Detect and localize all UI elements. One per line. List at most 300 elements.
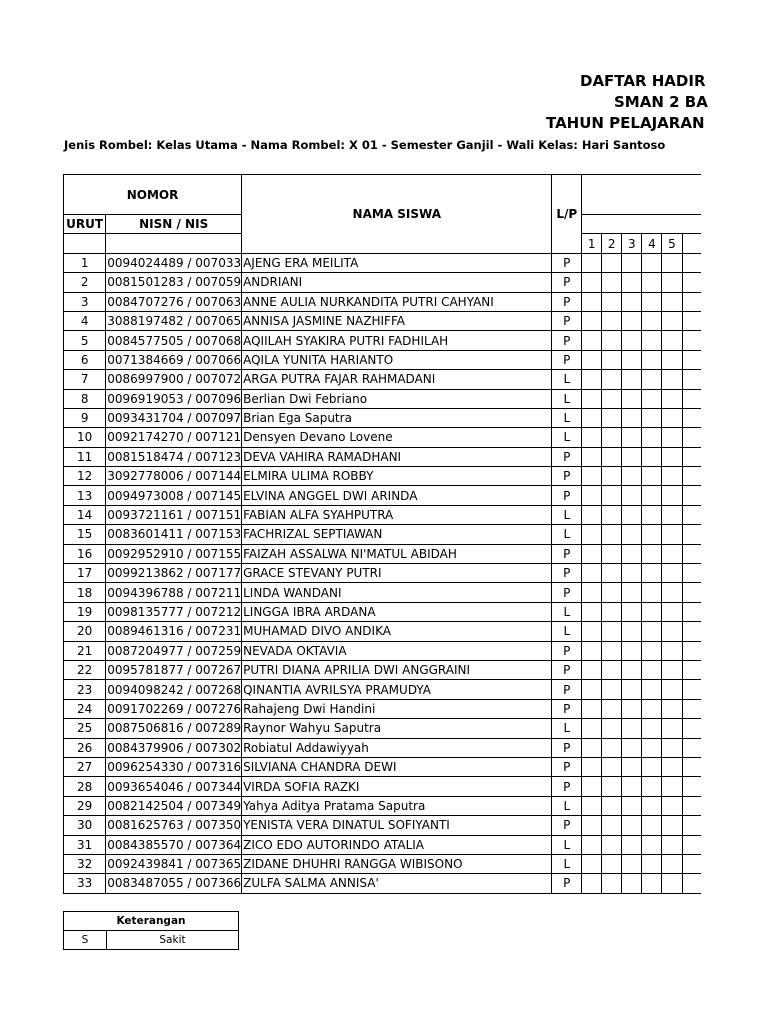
student-gender: P xyxy=(552,680,582,699)
attendance-cell[interactable] xyxy=(602,602,622,621)
attendance-cell[interactable] xyxy=(582,854,602,873)
attendance-cell[interactable] xyxy=(662,292,682,311)
attendance-cell[interactable] xyxy=(582,757,602,776)
student-gender: P xyxy=(552,757,582,776)
attendance-cell[interactable] xyxy=(662,467,682,486)
student-gender: P xyxy=(552,273,582,292)
attendance-cell[interactable] xyxy=(682,331,701,350)
attendance-cell[interactable] xyxy=(642,622,662,641)
attendance-cell[interactable] xyxy=(622,796,642,815)
student-gender: P xyxy=(552,777,582,796)
header-blank-urut xyxy=(64,234,106,253)
student-gender: L xyxy=(552,602,582,621)
attendance-cell[interactable] xyxy=(662,680,682,699)
attendance-cell[interactable] xyxy=(662,796,682,815)
attendance-cell[interactable] xyxy=(582,292,602,311)
attendance-cell[interactable] xyxy=(602,757,622,776)
attendance-cell[interactable] xyxy=(602,486,622,505)
attendance-cell[interactable] xyxy=(682,467,701,486)
student-gender: P xyxy=(552,564,582,583)
day-header-2: 2 xyxy=(602,234,622,253)
student-nisn: 0093654046 / 007344 xyxy=(106,777,242,796)
attendance-cell[interactable] xyxy=(602,854,622,873)
attendance-cell[interactable] xyxy=(662,699,682,718)
legend-header: Keterangan xyxy=(64,912,239,931)
attendance-cell[interactable] xyxy=(622,602,642,621)
attendance-cell[interactable] xyxy=(582,641,602,660)
student-name: AJENG ERA MEILITA xyxy=(242,253,552,272)
attendance-cell[interactable] xyxy=(662,835,682,854)
attendance-cell[interactable] xyxy=(582,350,602,369)
attendance-cell[interactable] xyxy=(642,408,662,427)
attendance-cell[interactable] xyxy=(602,544,622,563)
attendance-cell[interactable] xyxy=(622,350,642,369)
student-nisn: 0092174270 / 007121 xyxy=(106,428,242,447)
attendance-cell[interactable] xyxy=(662,486,682,505)
attendance-cell[interactable] xyxy=(602,253,622,272)
student-gender: L xyxy=(552,505,582,524)
attendance-cell[interactable] xyxy=(662,757,682,776)
attendance-cell[interactable] xyxy=(582,602,602,621)
attendance-cell[interactable] xyxy=(602,738,622,757)
attendance-cell[interactable] xyxy=(642,777,662,796)
attendance-cell[interactable] xyxy=(682,428,701,447)
student-name: GRACE STEVANY PUTRI xyxy=(242,564,552,583)
student-number: 18 xyxy=(64,583,106,602)
attendance-cell[interactable] xyxy=(682,311,701,330)
attendance-cell[interactable] xyxy=(682,564,701,583)
attendance-cell[interactable] xyxy=(642,505,662,524)
table-row xyxy=(64,854,702,873)
attendance-cell[interactable] xyxy=(682,253,701,272)
attendance-cell[interactable] xyxy=(642,447,662,466)
header-days-top xyxy=(582,175,701,215)
attendance-cell[interactable] xyxy=(582,311,602,330)
legend-row xyxy=(64,931,239,950)
attendance-cell[interactable] xyxy=(582,660,602,679)
attendance-cell[interactable] xyxy=(682,796,701,815)
attendance-cell[interactable] xyxy=(602,525,622,544)
attendance-cell[interactable] xyxy=(602,428,622,447)
attendance-cell[interactable] xyxy=(642,583,662,602)
attendance-cell[interactable] xyxy=(682,874,701,893)
attendance-cell[interactable] xyxy=(622,544,642,563)
student-nisn: 0099213862 / 007177 xyxy=(106,564,242,583)
student-nisn: 0098135777 / 007212 xyxy=(106,602,242,621)
student-number: 28 xyxy=(64,777,106,796)
attendance-cell[interactable] xyxy=(642,350,662,369)
student-nisn: 0094098242 / 007268 xyxy=(106,680,242,699)
attendance-cell[interactable] xyxy=(622,641,642,660)
attendance-cell[interactable] xyxy=(682,854,701,873)
day-header-5: 5 xyxy=(662,234,682,253)
attendance-cell[interactable] xyxy=(602,408,622,427)
attendance-cell[interactable] xyxy=(622,447,642,466)
attendance-cell[interactable] xyxy=(582,564,602,583)
attendance-cell[interactable] xyxy=(602,874,622,893)
table-row xyxy=(64,486,702,505)
attendance-cell[interactable] xyxy=(622,660,642,679)
table-row xyxy=(64,505,702,524)
attendance-cell[interactable] xyxy=(582,699,602,718)
student-gender: P xyxy=(552,699,582,718)
attendance-cell[interactable] xyxy=(662,583,682,602)
attendance-cell[interactable] xyxy=(662,777,682,796)
attendance-cell[interactable] xyxy=(682,544,701,563)
attendance-cell[interactable] xyxy=(642,253,662,272)
attendance-cell[interactable] xyxy=(622,292,642,311)
student-name: LINDA WANDANI xyxy=(242,583,552,602)
attendance-cell[interactable] xyxy=(682,777,701,796)
attendance-cell[interactable] xyxy=(662,505,682,524)
attendance-cell[interactable] xyxy=(642,292,662,311)
attendance-cell[interactable] xyxy=(622,680,642,699)
attendance-cell[interactable] xyxy=(602,699,622,718)
attendance-cell[interactable] xyxy=(582,777,602,796)
table-row xyxy=(64,467,702,486)
attendance-cell[interactable] xyxy=(622,874,642,893)
attendance-cell[interactable] xyxy=(602,583,622,602)
attendance-cell[interactable] xyxy=(602,660,622,679)
attendance-cell[interactable] xyxy=(642,273,662,292)
student-nisn: 3092778006 / 007144 xyxy=(106,467,242,486)
attendance-cell[interactable] xyxy=(662,428,682,447)
attendance-cell[interactable] xyxy=(642,370,662,389)
attendance-cell[interactable] xyxy=(602,719,622,738)
student-nisn: 0094396788 / 007211 xyxy=(106,583,242,602)
attendance-cell[interactable] xyxy=(682,370,701,389)
attendance-cell[interactable] xyxy=(682,680,701,699)
student-name: SILVIANA CHANDRA DEWI xyxy=(242,757,552,776)
student-name: Densyen Devano Lovene xyxy=(242,428,552,447)
attendance-cell[interactable] xyxy=(662,854,682,873)
attendance-cell[interactable] xyxy=(602,350,622,369)
attendance-cell[interactable] xyxy=(642,757,662,776)
student-gender: P xyxy=(552,544,582,563)
attendance-cell[interactable] xyxy=(682,408,701,427)
attendance-cell[interactable] xyxy=(662,719,682,738)
attendance-cell[interactable] xyxy=(582,816,602,835)
attendance-cell[interactable] xyxy=(622,816,642,835)
student-number: 20 xyxy=(64,622,106,641)
attendance-cell[interactable] xyxy=(662,738,682,757)
student-number: 27 xyxy=(64,757,106,776)
attendance-cell[interactable] xyxy=(642,854,662,873)
attendance-cell[interactable] xyxy=(622,370,642,389)
attendance-cell[interactable] xyxy=(662,622,682,641)
attendance-cell[interactable] xyxy=(582,874,602,893)
student-nisn: 0089461316 / 007231 xyxy=(106,622,242,641)
table-row xyxy=(64,447,702,466)
student-number: 16 xyxy=(64,544,106,563)
attendance-cell[interactable] xyxy=(582,447,602,466)
attendance-cell[interactable] xyxy=(622,428,642,447)
student-nisn: 3088197482 / 007065 xyxy=(106,311,242,330)
attendance-cell[interactable] xyxy=(602,680,622,699)
attendance-cell[interactable] xyxy=(622,757,642,776)
attendance-cell[interactable] xyxy=(642,331,662,350)
attendance-cell[interactable] xyxy=(662,273,682,292)
student-nisn: 0096254330 / 007316 xyxy=(106,757,242,776)
student-name: Brian Ega Saputra xyxy=(242,408,552,427)
student-name: Raynor Wahyu Saputra xyxy=(242,719,552,738)
attendance-cell[interactable] xyxy=(662,564,682,583)
student-number: 15 xyxy=(64,525,106,544)
attendance-cell[interactable] xyxy=(582,544,602,563)
attendance-cell[interactable] xyxy=(662,641,682,660)
table-row xyxy=(64,583,702,602)
student-nisn: 0081501283 / 007059 xyxy=(106,273,242,292)
attendance-cell[interactable] xyxy=(682,660,701,679)
attendance-cell[interactable] xyxy=(662,544,682,563)
student-nisn: 0081518474 / 007123 xyxy=(106,447,242,466)
attendance-cell[interactable] xyxy=(682,350,701,369)
student-nisn: 0092952910 / 007155 xyxy=(106,544,242,563)
legend-code: S xyxy=(64,931,107,950)
student-name: Yahya Aditya Pratama Saputra xyxy=(242,796,552,815)
attendance-cell[interactable] xyxy=(682,699,701,718)
attendance-cell[interactable] xyxy=(642,544,662,563)
attendance-cell[interactable] xyxy=(582,583,602,602)
attendance-cell[interactable] xyxy=(642,738,662,757)
attendance-cell[interactable] xyxy=(582,467,602,486)
student-nisn: 0095781877 / 007267 xyxy=(106,660,242,679)
attendance-cell[interactable] xyxy=(602,835,622,854)
student-name: Rahajeng Dwi Handini xyxy=(242,699,552,718)
attendance-cell[interactable] xyxy=(682,738,701,757)
table-row xyxy=(64,389,702,408)
attendance-cell[interactable] xyxy=(662,350,682,369)
header-nisn: NISN / NIS xyxy=(106,215,242,234)
attendance-cell[interactable] xyxy=(642,311,662,330)
attendance-cell[interactable] xyxy=(582,622,602,641)
attendance-cell[interactable] xyxy=(622,331,642,350)
attendance-cell[interactable] xyxy=(642,389,662,408)
attendance-cell[interactable] xyxy=(582,525,602,544)
table-row xyxy=(64,273,702,292)
attendance-cell[interactable] xyxy=(602,505,622,524)
student-nisn: 0087204977 / 007259 xyxy=(106,641,242,660)
student-gender: L xyxy=(552,854,582,873)
attendance-cell[interactable] xyxy=(662,447,682,466)
header-blank-nisn xyxy=(106,234,242,253)
table-row xyxy=(64,816,702,835)
student-number: 19 xyxy=(64,602,106,621)
attendance-cell[interactable] xyxy=(622,525,642,544)
attendance-cell[interactable] xyxy=(582,505,602,524)
student-number: 26 xyxy=(64,738,106,757)
attendance-cell[interactable] xyxy=(642,835,662,854)
attendance-cell[interactable] xyxy=(682,719,701,738)
attendance-cell[interactable] xyxy=(602,389,622,408)
student-nisn: 0084707276 / 007063 xyxy=(106,292,242,311)
attendance-cell[interactable] xyxy=(662,370,682,389)
attendance-cell[interactable] xyxy=(682,583,701,602)
attendance-cell[interactable] xyxy=(582,719,602,738)
attendance-cell[interactable] xyxy=(602,622,622,641)
attendance-cell[interactable] xyxy=(602,796,622,815)
student-name: Robiatul Addawiyyah xyxy=(242,738,552,757)
student-nisn: 0092439841 / 007365 xyxy=(106,854,242,873)
attendance-cell[interactable] xyxy=(602,331,622,350)
attendance-cell[interactable] xyxy=(662,253,682,272)
attendance-cell[interactable] xyxy=(622,777,642,796)
attendance-cell[interactable] xyxy=(582,331,602,350)
attendance-cell[interactable] xyxy=(682,525,701,544)
attendance-cell[interactable] xyxy=(622,253,642,272)
attendance-cell[interactable] xyxy=(582,738,602,757)
attendance-cell[interactable] xyxy=(662,525,682,544)
attendance-cell[interactable] xyxy=(662,874,682,893)
day-header-4: 4 xyxy=(642,234,662,253)
attendance-cell[interactable] xyxy=(642,467,662,486)
attendance-cell[interactable] xyxy=(622,467,642,486)
attendance-cell[interactable] xyxy=(582,370,602,389)
attendance-cell[interactable] xyxy=(582,680,602,699)
attendance-cell[interactable] xyxy=(582,486,602,505)
attendance-cell[interactable] xyxy=(642,525,662,544)
title-line-2: SMAN 2 BA xyxy=(614,93,708,111)
student-name: ZICO EDO AUTORINDO ATALIA xyxy=(242,835,552,854)
student-gender: P xyxy=(552,816,582,835)
attendance-cell[interactable] xyxy=(662,389,682,408)
attendance-cell[interactable] xyxy=(622,583,642,602)
day-header-1: 1 xyxy=(582,234,602,253)
attendance-cell[interactable] xyxy=(622,311,642,330)
attendance-cell[interactable] xyxy=(662,816,682,835)
table-row xyxy=(64,641,702,660)
student-number: 2 xyxy=(64,273,106,292)
title-line-3: TAHUN PELAJARAN xyxy=(546,114,705,132)
attendance-cell[interactable] xyxy=(662,660,682,679)
attendance-cell[interactable] xyxy=(682,622,701,641)
student-nisn: 0093431704 / 007097 xyxy=(106,408,242,427)
attendance-cell[interactable] xyxy=(622,389,642,408)
student-number: 7 xyxy=(64,370,106,389)
student-nisn: 0081625763 / 007350 xyxy=(106,816,242,835)
attendance-cell[interactable] xyxy=(662,331,682,350)
student-name: FAIZAH ASSALWA NI'MATUL ABIDAH xyxy=(242,544,552,563)
attendance-cell[interactable] xyxy=(682,447,701,466)
table-row xyxy=(64,660,702,679)
student-name: ZULFA SALMA ANNISA' xyxy=(242,874,552,893)
student-nisn: 0084379906 / 007302 xyxy=(106,738,242,757)
student-number: 31 xyxy=(64,835,106,854)
day-header-extra xyxy=(682,234,701,253)
student-name: FABIAN ALFA SYAHPUTRA xyxy=(242,505,552,524)
attendance-cell[interactable] xyxy=(622,505,642,524)
attendance-cell[interactable] xyxy=(622,408,642,427)
attendance-cell[interactable] xyxy=(642,660,662,679)
table-row xyxy=(64,525,702,544)
attendance-cell[interactable] xyxy=(602,777,622,796)
attendance-cell[interactable] xyxy=(622,273,642,292)
attendance-cell[interactable] xyxy=(682,835,701,854)
attendance-cell[interactable] xyxy=(642,428,662,447)
student-gender: P xyxy=(552,292,582,311)
attendance-cell[interactable] xyxy=(642,796,662,815)
student-name: ELVINA ANGGEL DWI ARINDA xyxy=(242,486,552,505)
attendance-cell[interactable] xyxy=(622,564,642,583)
attendance-cell[interactable] xyxy=(602,816,622,835)
attendance-cell[interactable] xyxy=(682,641,701,660)
attendance-cell[interactable] xyxy=(682,757,701,776)
student-nisn: 0096919053 / 007096 xyxy=(106,389,242,408)
attendance-cell[interactable] xyxy=(642,486,662,505)
student-number: 12 xyxy=(64,467,106,486)
attendance-cell[interactable] xyxy=(682,486,701,505)
attendance-cell[interactable] xyxy=(582,389,602,408)
attendance-cell[interactable] xyxy=(642,564,662,583)
student-gender: L xyxy=(552,835,582,854)
attendance-cell[interactable] xyxy=(642,602,662,621)
attendance-cell[interactable] xyxy=(682,505,701,524)
attendance-cell[interactable] xyxy=(582,428,602,447)
attendance-cell[interactable] xyxy=(602,273,622,292)
attendance-cell[interactable] xyxy=(622,738,642,757)
attendance-cell[interactable] xyxy=(622,622,642,641)
student-name: MUHAMAD DIVO ANDIKA xyxy=(242,622,552,641)
attendance-cell[interactable] xyxy=(582,796,602,815)
header-nomor: NOMOR xyxy=(64,175,242,215)
student-number: 6 xyxy=(64,350,106,369)
attendance-cell[interactable] xyxy=(642,816,662,835)
attendance-cell[interactable] xyxy=(682,273,701,292)
attendance-cell[interactable] xyxy=(582,835,602,854)
attendance-cell[interactable] xyxy=(582,253,602,272)
student-name: ELMIRA ULIMA ROBBY xyxy=(242,467,552,486)
attendance-cell[interactable] xyxy=(682,292,701,311)
attendance-cell[interactable] xyxy=(662,408,682,427)
attendance-cell[interactable] xyxy=(602,564,622,583)
attendance-cell[interactable] xyxy=(582,408,602,427)
student-number: 29 xyxy=(64,796,106,815)
attendance-cell[interactable] xyxy=(622,699,642,718)
attendance-cell[interactable] xyxy=(642,641,662,660)
attendance-cell[interactable] xyxy=(642,680,662,699)
attendance-cell[interactable] xyxy=(602,447,622,466)
attendance-cell[interactable] xyxy=(642,719,662,738)
attendance-cell[interactable] xyxy=(642,874,662,893)
header-urut: URUT xyxy=(64,215,106,234)
attendance-cell[interactable] xyxy=(662,602,682,621)
attendance-cell[interactable] xyxy=(622,719,642,738)
attendance-cell[interactable] xyxy=(602,641,622,660)
attendance-cell[interactable] xyxy=(642,699,662,718)
student-number: 30 xyxy=(64,816,106,835)
attendance-cell[interactable] xyxy=(682,389,701,408)
student-number: 32 xyxy=(64,854,106,873)
attendance-cell[interactable] xyxy=(682,816,701,835)
title-line-1: DAFTAR HADIR xyxy=(580,72,706,90)
attendance-cell[interactable] xyxy=(582,273,602,292)
attendance-cell[interactable] xyxy=(602,292,622,311)
legend-table xyxy=(63,911,239,950)
student-name: Berlian Dwi Febriano xyxy=(242,389,552,408)
table-row xyxy=(64,622,702,641)
student-name: ZIDANE DHUHRI RANGGA WIBISONO xyxy=(242,854,552,873)
attendance-cell[interactable] xyxy=(622,854,642,873)
table-row xyxy=(64,428,702,447)
attendance-cell[interactable] xyxy=(682,602,701,621)
student-gender: L xyxy=(552,408,582,427)
attendance-cell[interactable] xyxy=(622,835,642,854)
attendance-cell[interactable] xyxy=(602,370,622,389)
attendance-cell[interactable] xyxy=(622,486,642,505)
attendance-cell[interactable] xyxy=(602,467,622,486)
attendance-cell[interactable] xyxy=(662,311,682,330)
attendance-cell[interactable] xyxy=(602,311,622,330)
